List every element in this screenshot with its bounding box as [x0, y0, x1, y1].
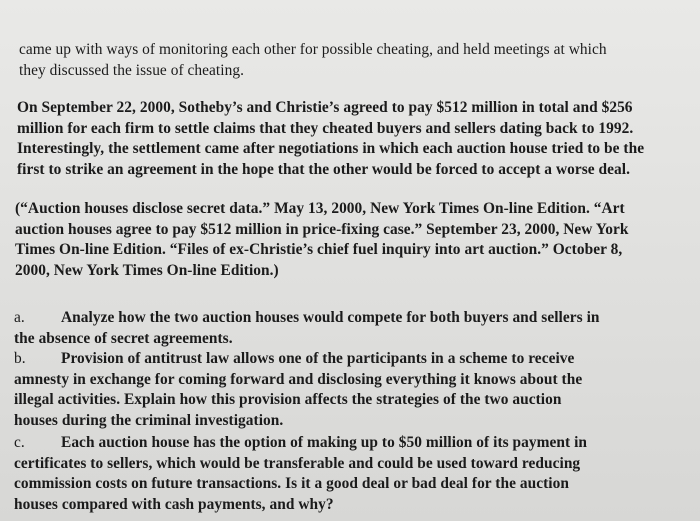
question-a: [14, 308, 700, 349]
question-a-first-line: [14, 308, 700, 329]
intro-paragraph: came up with ways of monitoring each other for possible cheating, and held meetings at which they discussed the issue of cheating.: [19, 41, 607, 79]
question-a-first-text: Analyze how the two auction houses would compete for both buyers and sellers in: [61, 309, 600, 326]
question-c-first-text: Each auction house has the option of making up to $50 million of its payment in: [61, 434, 588, 451]
settlement-paragraph: On September 22, 2000, Sotheby’s and Christie’s agreed to pay $512 million in total and $256 million for each firm to settle claims that they cheated buyers and sellers dating back to 1992. Interestingly, the settlement came after negotiations in which each auction house tried to be the first to strike an agreement in the hope that the other would be forced to accept a worse deal.: [17, 99, 645, 178]
question-b-first-line: [14, 349, 700, 370]
sources-citation-paragraph: (“Auction houses disclose secret data.” May 13, 2000, New York Times On-line Edition. “Art auction houses agree to pay $512 million in price-fixing case.” September 23, 2000, New York Times On-line Edition. “Files of ex-Christie’s chief fuel inquiry into art auction.” October 8, 2000, New York Times On-line Edition.): [15, 200, 629, 279]
question-c: [14, 433, 700, 515]
question-a-marker: a.: [14, 309, 25, 326]
question-b: [14, 349, 700, 431]
question-b-marker: b.: [14, 350, 26, 367]
question-b-first-text: Provision of antitrust law allows one of the participants in a scheme to receive: [61, 350, 575, 367]
question-c-continuation: certificates to sellers, which would be transferable and could be used toward reducing commission costs on future transactions. Is it a good deal or bad deal for the auction houses compared with cash payments, and why?: [14, 454, 581, 513]
question-c-marker: c.: [14, 434, 25, 451]
question-a-continuation: the absence of secret agreements.: [14, 329, 233, 347]
question-b-continuation: amnesty in exchange for coming forward and disclosing everything it knows about the illegal activities. Explain how this provision affects the strategies of the two auction houses during the criminal investigation.: [14, 370, 583, 429]
question-c-first-line: [14, 433, 700, 454]
